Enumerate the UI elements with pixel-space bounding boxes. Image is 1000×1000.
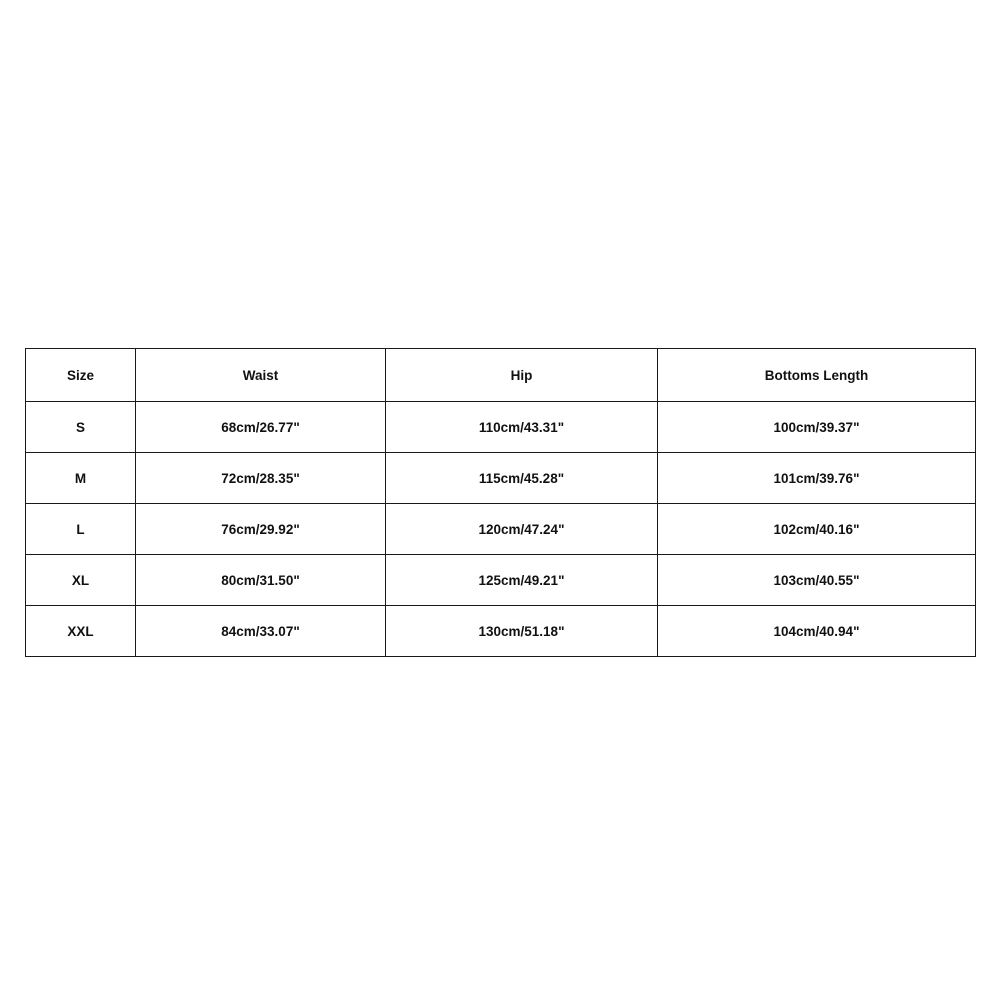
cell-size: XXL	[26, 606, 136, 657]
cell-hip: 125cm/49.21"	[386, 555, 658, 606]
cell-hip: 110cm/43.31"	[386, 402, 658, 453]
cell-waist: 76cm/29.92"	[136, 504, 386, 555]
table-row	[26, 555, 976, 606]
size-chart-table	[25, 348, 976, 657]
cell-waist: 80cm/31.50"	[136, 555, 386, 606]
cell-waist: 84cm/33.07"	[136, 606, 386, 657]
size-chart-header	[26, 349, 976, 402]
table-row	[26, 606, 976, 657]
size-chart-body	[26, 402, 976, 657]
cell-waist: 68cm/26.77"	[136, 402, 386, 453]
cell-size: S	[26, 402, 136, 453]
size-chart-container	[25, 348, 975, 657]
table-row	[26, 402, 976, 453]
cell-bottoms-length: 100cm/39.37"	[658, 402, 976, 453]
column-header-bottoms-length: Bottoms Length	[658, 349, 976, 402]
column-header-size: Size	[26, 349, 136, 402]
cell-hip: 120cm/47.24"	[386, 504, 658, 555]
table-header-row	[26, 349, 976, 402]
cell-bottoms-length: 101cm/39.76"	[658, 453, 976, 504]
cell-hip: 115cm/45.28"	[386, 453, 658, 504]
cell-waist: 72cm/28.35"	[136, 453, 386, 504]
table-row	[26, 504, 976, 555]
cell-size: L	[26, 504, 136, 555]
cell-bottoms-length: 103cm/40.55"	[658, 555, 976, 606]
column-header-hip: Hip	[386, 349, 658, 402]
cell-bottoms-length: 102cm/40.16"	[658, 504, 976, 555]
cell-hip: 130cm/51.18"	[386, 606, 658, 657]
table-row	[26, 453, 976, 504]
column-header-waist: Waist	[136, 349, 386, 402]
cell-size: XL	[26, 555, 136, 606]
cell-bottoms-length: 104cm/40.94"	[658, 606, 976, 657]
cell-size: M	[26, 453, 136, 504]
